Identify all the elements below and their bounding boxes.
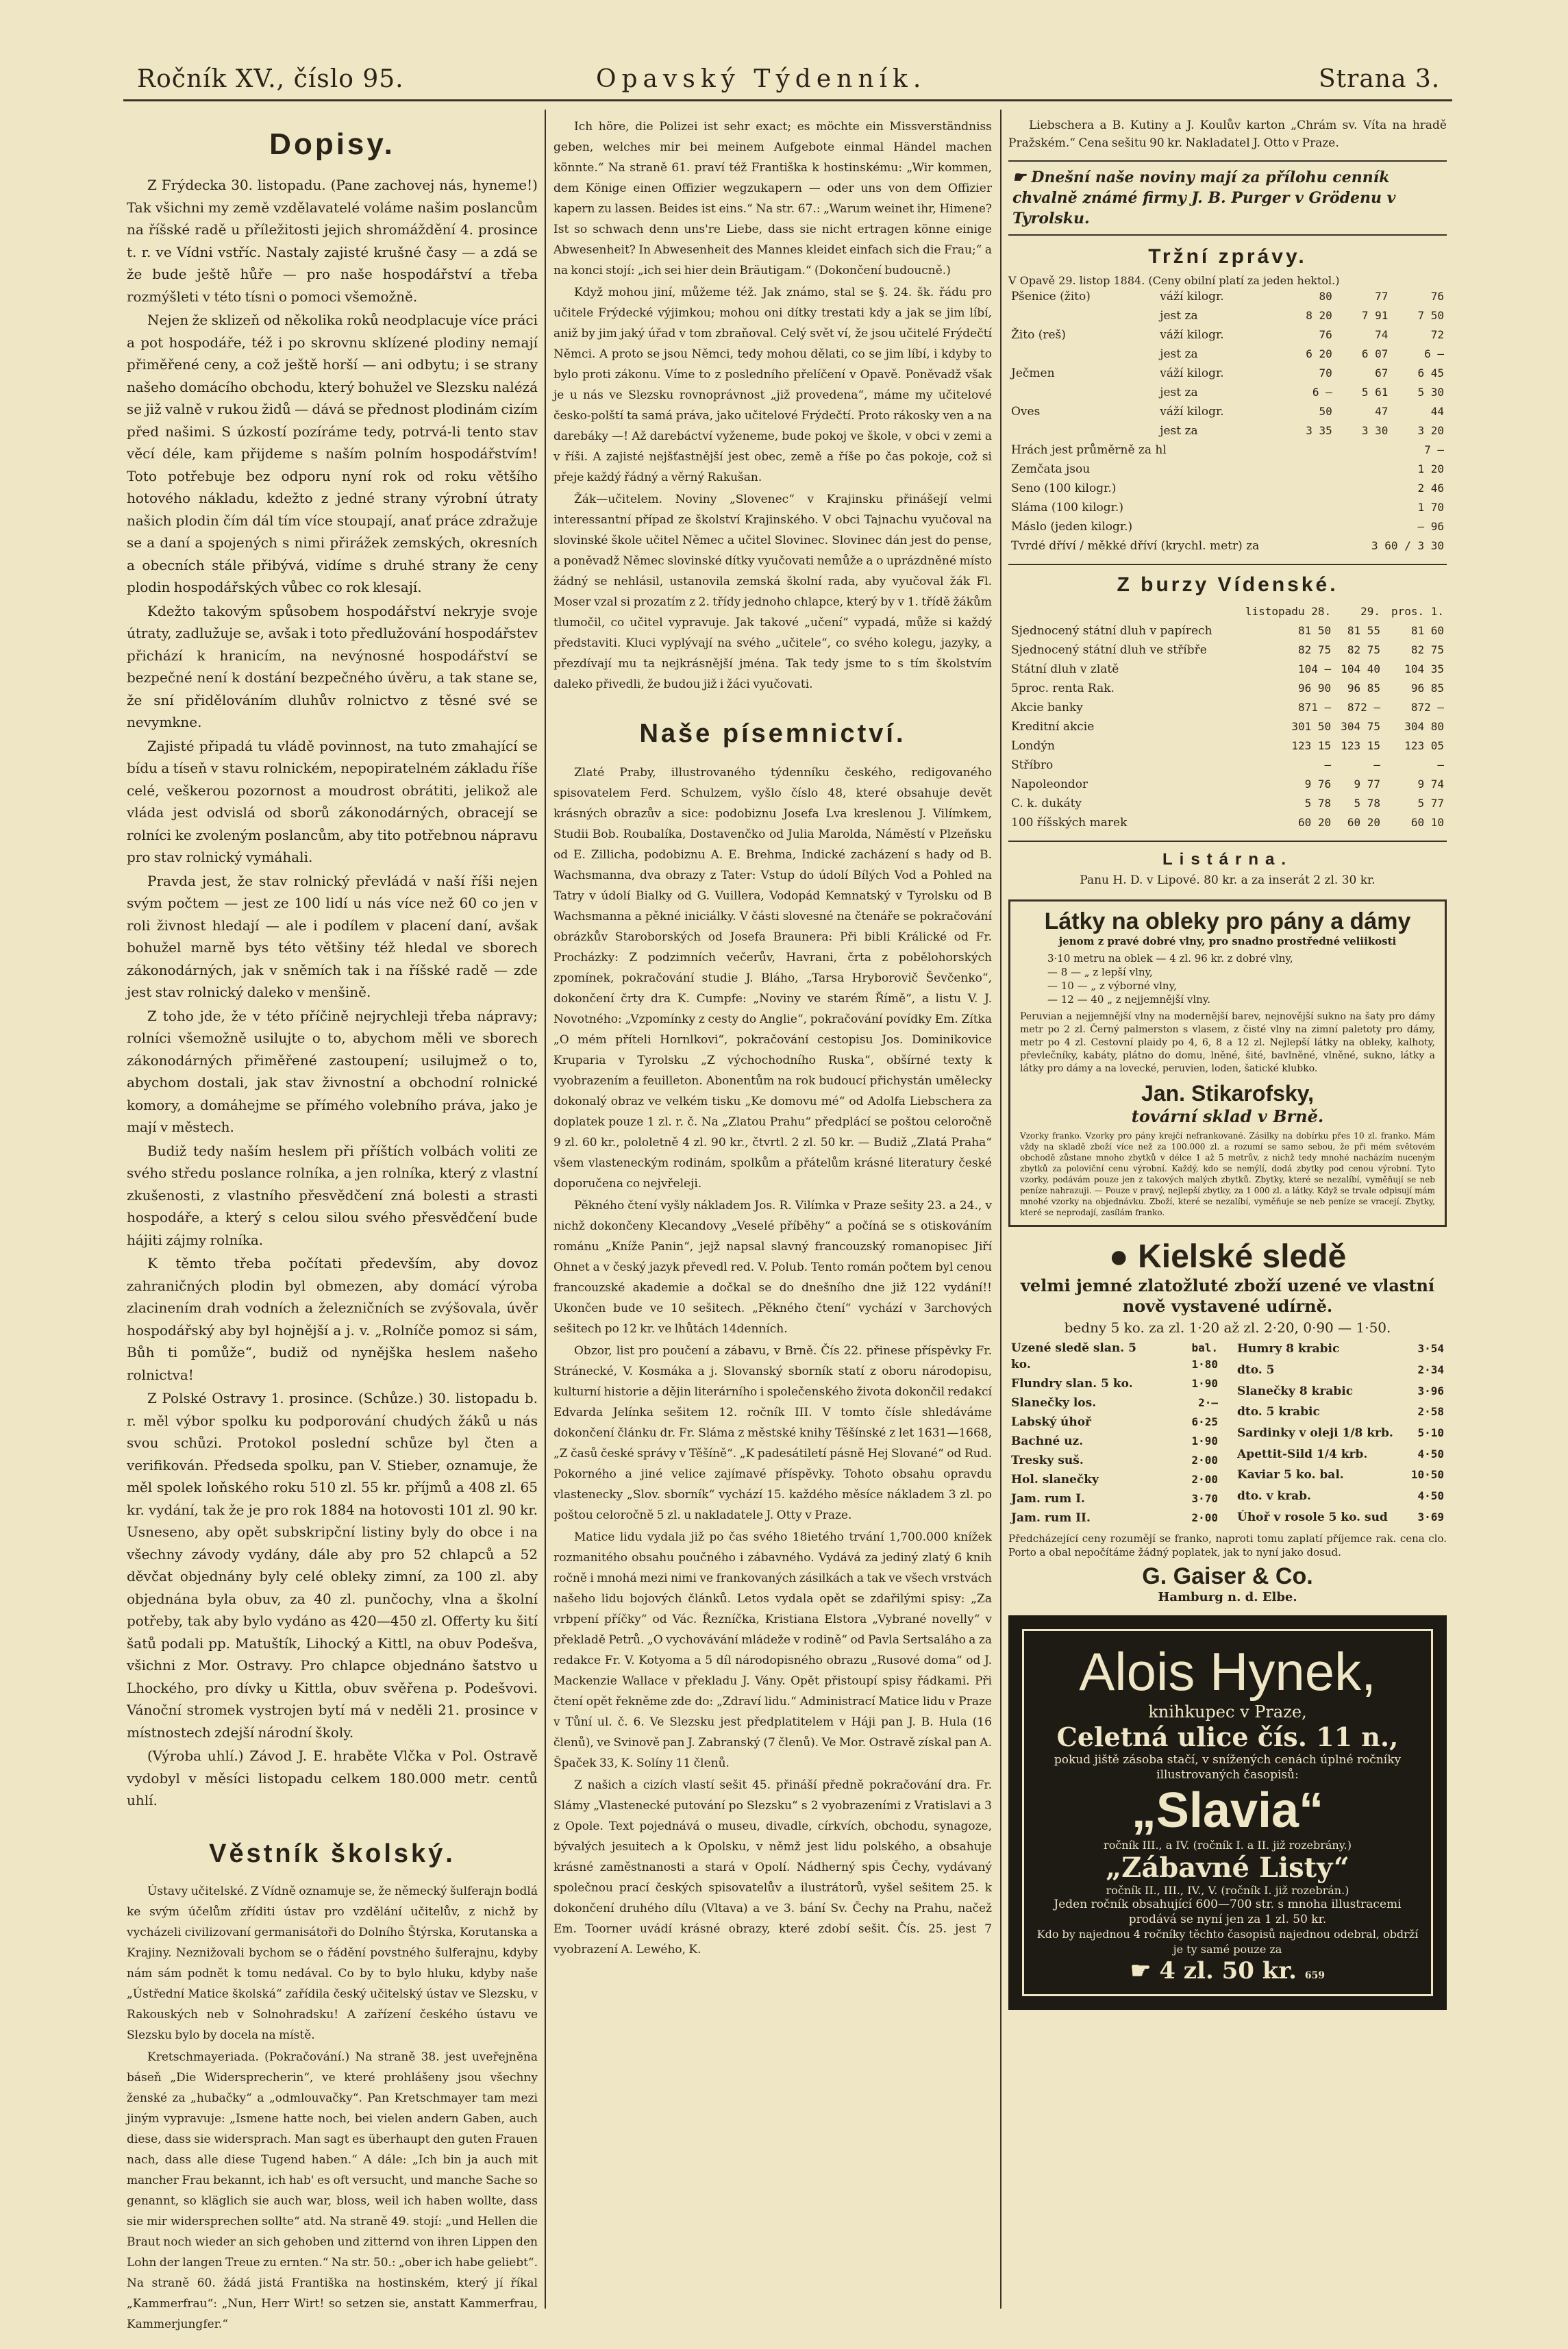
header-rule bbox=[123, 99, 1452, 101]
market-row bbox=[1008, 306, 1447, 325]
sledе-item bbox=[1008, 1413, 1221, 1432]
burza-row bbox=[1008, 698, 1447, 717]
table-cell: jest za bbox=[1160, 347, 1198, 361]
price-row: — 8 — „ z lepší vlny, bbox=[1047, 966, 1153, 978]
table-cell: 304 80 bbox=[1404, 720, 1444, 733]
table-cell: 6 20 bbox=[1306, 347, 1332, 360]
table-cell: 3 60 / 3 30 bbox=[1371, 539, 1444, 552]
table-cell: 7 — bbox=[1424, 443, 1444, 456]
sledе-item bbox=[1234, 1402, 1447, 1423]
table-cell: 104 40 bbox=[1341, 662, 1381, 675]
table-cell: Bachné uz. bbox=[1011, 1434, 1084, 1448]
article-paragraph: Liebschera a B. Kutiny a J. Koulův karton „Chrám sv. Víta na hradě Pražském.“ Cena sešitu 90 kr. Nakladatel J. Otto v Praze. bbox=[1008, 119, 1447, 150]
ad-sledе-items bbox=[1008, 1339, 1447, 1528]
header-volume: Ročník XV., číslo 95. bbox=[137, 65, 404, 93]
table-cell: Stříbro bbox=[1011, 758, 1054, 772]
column-3 bbox=[1008, 116, 1447, 2309]
ad-hynek-offer: Jeden ročník obsahující 600—700 str. s mnoha illustracemi prodává se nyní jen za 1 zl. 50 kr. bbox=[1054, 1898, 1402, 1926]
table-cell: 96 85 bbox=[1347, 682, 1381, 695]
burza-row bbox=[1008, 679, 1447, 698]
burza-row bbox=[1008, 813, 1447, 832]
table-cell: 123 15 bbox=[1341, 739, 1381, 752]
table-cell: jest za bbox=[1160, 386, 1198, 399]
table-cell: 5·10 bbox=[1417, 1426, 1444, 1439]
sledе-item bbox=[1008, 1508, 1221, 1528]
ad-hynek-mag1: „Slavia“ bbox=[1131, 1783, 1324, 1838]
column-divider-2 bbox=[1000, 110, 1001, 2309]
table-cell: 81 50 bbox=[1297, 624, 1332, 637]
table-cell: Máslo (jeden kilogr.) bbox=[1011, 520, 1133, 534]
table-cell: Ječmen bbox=[1011, 366, 1055, 380]
burza-row bbox=[1008, 756, 1447, 775]
article-paragraph: Pravda jest, že stav rolnický převládá v naší říši nejen svým počtem — jest ze 100 lidí u nás více než 60 co jen v roli živnost hledají — ale i podílem v placení daní, avšak bohužel marně bys této většiny též hledal ve sborech zákonodárných, jak v sněmích tak i na říšské radě — zde jest stav rolnický daleko v menšině. bbox=[127, 872, 538, 1000]
table-cell: váží kilogr. bbox=[1160, 328, 1224, 342]
table-cell: Sjednocený státní dluh ve stříbře bbox=[1011, 643, 1207, 657]
sledе-item bbox=[1234, 1506, 1447, 1528]
column-2 bbox=[553, 116, 992, 2309]
sledе-item bbox=[1008, 1451, 1221, 1470]
article-paragraph: Žák—učitelem. Noviny „Slovenec“ v Krajinsku přinášejí velmi interessantní případ ze školství Krajinského. V obci Tajnachu vyučoval na slovinské škole učitel Němec a učitel Slovinec. Slovinec dán jest do pense, a poněvadž Němec slovinské dítky vyučovati nemůže a o uprázdněné místo žádný se nehlásil, ustanovila zemská školní rada, aby vyučoval žák Fl. Moser vzal si prozatím z 2. třídy jednoho chlapce, který by v 1. třídě žákům tlumočil, co učitel vypravuje. Jak takové „učení“ vypadá, může si každý představiti. Kluci vyplývají na svého „učitele“, co svého kolegu, jazyky, a přezdívají mu ta nejkrásnější jména. Tak tedy jsme to s tím školstvím daleko přivedli, že budou již i žáci vyučovati. bbox=[553, 493, 992, 691]
table-cell: 3·70 bbox=[1191, 1492, 1218, 1505]
table-cell: váží kilogr. bbox=[1160, 290, 1224, 303]
column-1 bbox=[127, 116, 538, 2331]
table-cell: 82 75 bbox=[1347, 643, 1381, 656]
table-cell: 871 — bbox=[1297, 701, 1332, 714]
table-cell: Seno (100 kilogr.) bbox=[1011, 482, 1117, 495]
table-cell: 3·54 bbox=[1417, 1342, 1444, 1356]
burza-row bbox=[1008, 641, 1447, 660]
divider bbox=[1008, 841, 1447, 842]
article-paragraph: Zlaté Praby, illustrovaného týdenníku českého, redigovaného spisovatelem Ferd. Schulzem, vyšlo číslo 48, které obsahuje devět krásných obrazův a sice: podobiznu Josefa Lva kreslenou J. Vilímkem, Studii Bob. Roubalíka, Dostavenčko od Julia Marolda, Náměstí v Plzeňsku od E. Zillicha, podobiznu A. E. Brehma, Indické zacházení s hady od B. Wachsmanna, dva obrazy z Tater: Vstup do údolí Bílých Vod a Pohled na Tatry v údolí Bialky od G. Vuillera, Vodopád Kemnatský v Tyrolsku od B Wachsmanna a pěkné iniciálky. V části slovesné na čtenáře se pokračování obrázkův Staroborských od Josefa Braunera: Při bibli Králické od Fr. Procházky: Z podzimních večerův, Havrani, črta z pobělohorských zpomínek, pokračování studie J. Bláho, „Tarsa Hryborovič Ševčenko“, dokončení črty dra K. Cumpfe: „Noviny ve starém Římě“, a listu V. J. Novotného: „Vzpomínky z cesty do Anglie“, pokračování povídky Em. Zítka „O mém příteli Hornlkovi“, pokračování cestopisu Jos. Dominikovice Kruparia v Tyrolsku „Z výchochodního Ruska“, obšírné texty k vyobrazením a feuilleton. Abonentům na rok budoucí přichystán umělecky dokonalý obraz ve velkém tisku „Ke domovu mé“ od Adolfa Liebschera za doplatek pouze 1 zl. r. č. Na „Zlatou Prahu“ předplácí se poštou celoročně 9 zl. 60 kr., pololetně 4 zl. 90 kr., čtvrtl. 2 zl. 50 kr. — Budiž „Zlatá Praha“ všem vlasteneckým rodinám, spolkům a přátelům krásné literatury české doporučena co nejvřeleji. bbox=[553, 766, 992, 1191]
table-cell: 6 07 bbox=[1361, 347, 1389, 360]
table-cell: 9 76 bbox=[1304, 778, 1332, 791]
article-paragraph: Budiž tedy naším heslem při příštích volbách voliti ze svého středu poslance rolníka, a jen rolníka, který z vlastní zkušenosti, z vlastního přesvědčení zná bolesti a strasti hospodáře, a který s celou silou svého přesvědčení bude hájiti zájmy rolníka. bbox=[127, 1142, 538, 1248]
table-cell: 1·90 bbox=[1191, 1434, 1218, 1447]
sledе-item bbox=[1008, 1339, 1221, 1374]
table-cell: Tresky suš. bbox=[1011, 1454, 1084, 1467]
table-cell: 96 90 bbox=[1297, 682, 1332, 695]
section-title-listarna: Listárna. bbox=[1162, 850, 1293, 869]
table-cell: 2·— bbox=[1198, 1396, 1218, 1409]
table-cell: 2·00 bbox=[1191, 1473, 1218, 1486]
article-paragraph: K těmto třeba počítati především, aby dovoz zahraničných plodin byl obmezen, aby domácí výroba zlacinením drah vodních a železničních se zvýšovala, úvěr hospodářský aby byl hojnější a j. v. „Rolníče pomoz si sám, Bůh ti pomůže“, budiž od nynějška heslem našeho rolnictva! bbox=[127, 1255, 538, 1383]
ad-sledе-city: Hamburg n. d. Elbe. bbox=[1158, 1590, 1297, 1604]
table-cell: dto. 5 bbox=[1237, 1363, 1275, 1377]
table-cell: — bbox=[1324, 758, 1332, 771]
table-cell: — bbox=[1437, 758, 1444, 771]
sledе-item bbox=[1234, 1339, 1447, 1360]
table-cell: 4·50 bbox=[1417, 1489, 1444, 1502]
price-row: 3·10 metru na oblek — 4 zl. 96 kr. z dobré vlny, bbox=[1047, 952, 1293, 965]
table-cell: váží kilogr. bbox=[1160, 366, 1224, 380]
burza-row bbox=[1008, 660, 1447, 679]
table-cell: 10·50 bbox=[1410, 1468, 1444, 1482]
table-cell: 1·90 bbox=[1191, 1377, 1218, 1390]
table-cell: 304 75 bbox=[1341, 720, 1381, 733]
market-row bbox=[1008, 402, 1447, 421]
table-cell: 76 bbox=[1319, 328, 1332, 341]
price-row: — 12 — 40 „ z nejjemnější vlny. bbox=[1047, 993, 1211, 1006]
ad-latky-small: Vzorky franko. Vzorky pro pány krejčí nefrankované. Zásilky na dobírku přes 10 zl. franko. Mám vždy na skladě zboží více než za 100.000 zl. a rozumí se samo sebou, že při mém světovém obchodě zůstane mnoho zbytků v délce 1 až 5 metrův, z nichž tedy mnohé nacházím nuceným zbytků za poloviční cenu výrobní. Každý, kdo se nemýlí, dodá zbytky pod cenou výrobní. Tyto vzorky, podávám pouze jen z takových malých zbytků. Zbytky, které se nezalíbí, vyměňují se neb peníze nahrazuji. — Pouze v pravý, nejlepší zbytky, za 1 000 zl. a látky. Když se trvale odpisují mám mnohé vzorky na objednávku. Zboží, které se nezalíbí, vyměňuje se neb peníze se vracejí. Zbytky, které se neprodají, zasílám franko. bbox=[1020, 1131, 1435, 1217]
sledе-item bbox=[1008, 1489, 1221, 1508]
table-cell: Zemčata jsou bbox=[1011, 462, 1091, 476]
table-cell: 1 20 bbox=[1417, 462, 1444, 475]
market-extra-row bbox=[1008, 536, 1447, 556]
table-cell: Hrách jest průměrně za hl bbox=[1011, 443, 1167, 457]
table-cell: 2·58 bbox=[1417, 1405, 1444, 1419]
ad-latky-body: Peruvian a nejjemnější vlny na modernější barev, nejnovější sukno na šaty pro dámy metr po 2 zl. Černý palmerston s vlasem, z čisté vlny na zimní paletoty pro dámy, metr po 4 zl. Cestovní plaidy po 4, 6, 8 a 12 zl. Nejlepší látky na obleky, kalhoty, převlečníky, kabáty, plátno do domu, lněné, šité, bavlněné, vlněné, sukno, látky a látky pro dámy a na lovecké, peruvien, loden, šatické klubko. bbox=[1020, 1011, 1435, 1074]
ad-sledе-sub: velmi jemné zlatožluté zboží uzené ve vlastní nově vystavené udírně. bbox=[1020, 1276, 1435, 1316]
article-paragraph: Kdežto takovým spůsobem hospodářství nekryje svoje útraty, zadlužuje se, avšak i toto předlužování hospodářstev přichází k hranicím, na nevýnosné hospodářství se bezpečné není k dostání bezpečného úvěru, a tak stane se, že sní přidělováním dluhův rolnictvo z těsné své se nevymkne. bbox=[127, 602, 538, 730]
article-paragraph: Když mohou jiní, můžeme též. Jak známo, stal se §. 24. šk. řádu pro učitele Frýdecké výjimkou; mohou oni dítky trestati kdy a jak se jim líbí, aniž by jim jaký úřad v tom zbraňoval. Celý svět ví, že jsou učitelé Frýdečtí Němci. A proto se jsou Němci, tedy mohou dělati, co se jim líbí, i kdyby to bylo proti zákonu. Víme to z posledního přelíčení v Opavě. Poněvadž však je u nás ve Slezsku rovnoprávnost „již provedena“, máme my učitelové česko-polští ta samá práva, jako učitelové Frýdečtí. Proto rákosky ven a na darebáky —! Až darebáctví vyženeme, bude pokoj ve škole, v obci v zemi a v říši. A zajisté nejšťastnější jest obec, země a říše po čas pokoje, což si přeje každý řádný a věrný Rakušan. bbox=[553, 286, 992, 484]
price-row: — 10 — „ z výborné vlny, bbox=[1047, 980, 1177, 992]
table-cell: 301 50 bbox=[1291, 720, 1332, 733]
article-paragraph: Nejen že sklizeň od několika roků neodplacuje více práci a pot hospodáře, též i po skrovnu sklízené plodiny nemají přiměřené ceny, a což ještě horší — ani odbytu; i se strany našeho domácího obchodu, který bohužel ve Slezsku nalézá se již valně v rukou židů — dává se přednost plodinám cizím před našimi. S úzkostí pozíráme tedy, potrvá-li tento stav věcí déle, kam přijdeme s naším polním hospodářstvím! Toto potřebuje bez odporu nyní rok od roku většího hotového nákladu, kdežto z jedné strany výrobní útraty našich plodin čím dál tím více stoupají, anať práce zdražuje se a daní a spojených s nimi přirážek zemských, okresních a obecních stále přibývá, vidíme s druhé strany že ceny plodin hospodářských vůbec co rok klesají. bbox=[127, 312, 538, 595]
table-cell: 74 bbox=[1375, 328, 1389, 341]
table-cell: Akcie banky bbox=[1011, 701, 1083, 714]
table-cell: 9 77 bbox=[1354, 778, 1381, 791]
table-cell: 9 74 bbox=[1417, 778, 1444, 791]
sledе-item bbox=[1008, 1432, 1221, 1451]
table-cell: 6·25 bbox=[1191, 1415, 1218, 1428]
ad-sledе-title bbox=[1008, 1238, 1447, 1276]
table-cell: Uzené sledě slan. 5 ko. bbox=[1011, 1341, 1136, 1371]
table-cell: 82 75 bbox=[1297, 643, 1332, 656]
market-row bbox=[1008, 364, 1447, 383]
table-cell: 44 bbox=[1430, 405, 1444, 418]
table-cell: Labský úhoř bbox=[1011, 1415, 1092, 1429]
table-cell: 81 55 bbox=[1347, 624, 1381, 637]
section-title-burza: Z burzy Vídenské. bbox=[1117, 573, 1339, 596]
table-cell: 100 říšských marek bbox=[1011, 816, 1128, 830]
market-row bbox=[1008, 421, 1447, 440]
ad-latky-prices bbox=[1047, 952, 1435, 1006]
section-title-vestnik: Věstník školský. bbox=[209, 1839, 456, 1868]
table-cell: Žito (reš) bbox=[1011, 328, 1066, 342]
ad-latky-firm: Jan. Stikarofsky, bbox=[1141, 1081, 1314, 1106]
table-cell: 72 bbox=[1430, 328, 1444, 341]
ad-hynek-mag1-sub: ročník III., a IV. (ročník I. a II. již rozebrány.) bbox=[1104, 1839, 1352, 1852]
table-cell: 872 — bbox=[1347, 701, 1381, 714]
table-cell: bal. 1·80 bbox=[1191, 1341, 1218, 1371]
table-cell bbox=[1008, 421, 1157, 440]
table-cell: Státní dluh v zlatě bbox=[1011, 662, 1119, 676]
table-cell: 50 bbox=[1319, 405, 1332, 418]
table-cell: 872 — bbox=[1410, 701, 1444, 714]
burza-row bbox=[1008, 717, 1447, 736]
table-cell: Slanečky los. bbox=[1011, 1396, 1097, 1410]
table-cell: 6 45 bbox=[1417, 366, 1444, 380]
table-cell: jest za bbox=[1160, 309, 1198, 323]
table-cell: váží kilogr. bbox=[1160, 405, 1224, 419]
ad-hynek-text: pokud jiště zásoba stačí, v snížených cenách úplné ročníky illustrovaných časopisů: bbox=[1054, 1753, 1402, 1782]
table-cell: 60 10 bbox=[1410, 816, 1444, 829]
pointing-hand-icon: ☛ bbox=[1012, 169, 1032, 186]
table-cell: 3 30 bbox=[1361, 424, 1389, 437]
ad-hynek-name: Alois Hynek, bbox=[1079, 1641, 1376, 1702]
burza-table bbox=[1008, 602, 1447, 832]
table-cell: 29. bbox=[1360, 605, 1381, 618]
table-cell: 67 bbox=[1375, 366, 1389, 380]
burza-row bbox=[1008, 621, 1447, 641]
market-extra-row bbox=[1008, 517, 1447, 536]
section-title-dopisy: Dopisy. bbox=[269, 127, 395, 161]
table-cell: 5 78 bbox=[1354, 797, 1381, 810]
article-paragraph: Z našich a cizích vlastí sešit 45. přináší předně pokračování dra. Fr. Slámy „Vlastenecké putování po Slezsku“ s 2 vyobrazeními z Vratislavi a 3 z Opole. Text pojednává o museu, divadle, církvích, obchodu, synagoze, bývalých jesuitech a k Opolsku, v němž jest lidu polského, a obsahuje krásné zaměstnanosti a stará v Opolí. Nádherný spis Čechy, vydávaný společnou prací českých spisovatelův a ilustrátorů, vyšel sešitem 25. k dokončení druhého dílu (Vltava) a ve 3. bání Sv. Čechy na Prahu, načež Em. Toorner uvádí krásné obrazy, které zdobí sešit. Čís. 25. jest 7 vyobrazení A. Lewého, K. bbox=[553, 1778, 992, 1956]
table-cell bbox=[1008, 345, 1157, 364]
ad-sledе-barrel: bedny 5 ko. za zl. 1·20 až zl. 2·20, 0·90 — 1·50. bbox=[1064, 1319, 1391, 1336]
table-cell: Tvrdé dříví / měkké dříví (krychl. metr) za bbox=[1011, 539, 1260, 553]
market-row bbox=[1008, 287, 1447, 306]
ad-sledе-footer: Předcházející ceny rozumějí se franko, naproti tomu zaplatí příjemce rak. cena clo. Porto a obal nepočítáme žádný poplatek, jak to nyní jako dosud. bbox=[1008, 1532, 1447, 1558]
table-cell: 5 61 bbox=[1361, 386, 1389, 399]
table-cell: Kreditní akcie bbox=[1011, 720, 1095, 734]
market-row bbox=[1008, 383, 1447, 402]
listarna-text: Panu H. D. v Lipové. 80 kr. a za inserát 2 zl. 30 kr. bbox=[1080, 873, 1376, 887]
header-page: Strana 3. bbox=[1319, 65, 1441, 93]
table-cell: 2·00 bbox=[1191, 1454, 1218, 1467]
article-paragraph: Z Frýdecka 30. listopadu. (Pane zachovej nás, hyneme!) Tak všichni my země vzdělavatelé voláme našim poslancům na říšské radě u příležitosti jejich shromáždění 4. prosince t. r. ve Vídni vstříc. Nastaly zajisté krušné časy — a zdá se že bude ještě hůře — pro naše hospodářství a třeba rozmýšleti v této tísni o pomoci všemožně. bbox=[127, 177, 538, 305]
market-intro: V Opavě 29. listop 1884. (Ceny obilní platí za jeden hektol.) bbox=[1008, 274, 1340, 287]
sledе-item bbox=[1234, 1443, 1447, 1465]
table-cell: 77 bbox=[1375, 290, 1389, 303]
table-cell: Flundry slan. 5 ko. bbox=[1011, 1377, 1133, 1391]
market-table bbox=[1008, 287, 1447, 440]
table-cell: 6 — bbox=[1312, 386, 1332, 399]
table-cell: dto. v krab. bbox=[1237, 1489, 1311, 1503]
ad-hynek-mag2-sub: ročník II., III., IV., V. (ročník I. již rozebrán.) bbox=[1106, 1884, 1349, 1897]
article-paragraph: Ústavy učitelské. Z Vídně oznamuje se, že německý šulferajn bodlá ke svým účelům zříditi ústav pro vzdělání učitelův, z nichž by vycházeli civilizovaní germanisátoři do Dolního Štýrska, Korutanska a Krajiny. Neznižovali bychom se o řádění povstného šulferajnu, kdyby nám sám podnět k tomu nedával. Co by to bylo hluku, kdyby naše „Ústřední Matice školská“ zařídila český učitelský ústav ve Slezsku, v Rakouských neb v Solnohradsku! A zařízení českého ústavu ve Slezsku bylo by docela na místě. bbox=[127, 1884, 538, 2042]
ad-hynek-code: 659 bbox=[1304, 1970, 1326, 1981]
table-cell: 7 91 bbox=[1361, 309, 1389, 322]
section-title-pisemnictvi: Naše písemnictví. bbox=[639, 719, 906, 748]
ad-latky bbox=[1008, 899, 1447, 1227]
ad-hynek-street: Celetná ulice čís. 11 n., bbox=[1056, 1722, 1399, 1752]
sledе-item bbox=[1008, 1470, 1221, 1489]
table-cell: 5 77 bbox=[1417, 797, 1444, 810]
notice-text: Dnešní naše noviny mají za přílohu cenník chvalně známé firmy J. B. Purger v Grödenu v Tyrolsku. bbox=[1012, 169, 1396, 227]
table-cell: 70 bbox=[1319, 366, 1332, 380]
ad-sledе bbox=[1008, 1238, 1447, 1604]
burza-row bbox=[1008, 736, 1447, 756]
table-cell: 82 75 bbox=[1410, 643, 1444, 656]
column-divider-1 bbox=[545, 110, 546, 2309]
table-cell: 8 20 bbox=[1306, 309, 1332, 322]
table-cell: Londýn bbox=[1011, 739, 1055, 753]
table-cell: listopadu 28. bbox=[1245, 605, 1332, 618]
article-paragraph: Ich höre, die Polizei ist sehr exact; es möchte ein Missverständniss geben, welches mir bei meinem Aufgebote einmal Händel machen könnte.“ Na straně 61. praví též Františka k hostinskému: „Wir kommen, dem Könige einen Offizier wegzukapern — oder uns von dem Offizier kapern zu lassen. Beides ist eins.“ Na str. 67.: „Warum weinet ihr, Himene? Ist so schwach denn uns're Liebe, dass sie nicht ertragen könne einige Abwesenheit? In Abwesenheit des Mannes kleidet einfach sich die Frau;“ a na konci stojí: „ich sei hier dein Bräutigam.“ (Dokončení budoucně.) bbox=[553, 120, 992, 277]
table-cell: Kaviar 5 ko. bal. bbox=[1237, 1468, 1344, 1482]
table-cell: 76 bbox=[1430, 290, 1444, 303]
market-row bbox=[1008, 345, 1447, 364]
ad-hynek-role: knihkupec v Praze, bbox=[1148, 1702, 1307, 1722]
ad-hynek bbox=[1008, 1615, 1447, 2010]
sledе-item bbox=[1234, 1486, 1447, 1507]
table-cell: Hol. slanečky bbox=[1011, 1473, 1099, 1487]
table-cell: Slanečky 8 krabic bbox=[1237, 1384, 1354, 1398]
market-extra-row bbox=[1008, 479, 1447, 498]
table-cell: 47 bbox=[1375, 405, 1389, 418]
bullet-icon: ● bbox=[1108, 1239, 1138, 1275]
ad-latky-sub: jenom z pravé dobré vlny, pro snadno prostředné veliikosti bbox=[1058, 935, 1397, 947]
burza-header bbox=[1008, 602, 1447, 621]
sledе-item bbox=[1234, 1360, 1447, 1381]
table-cell: Humry 8 krabic bbox=[1237, 1342, 1340, 1356]
supplement-notice bbox=[1008, 160, 1447, 236]
table-cell: 1 70 bbox=[1417, 501, 1444, 514]
table-cell: 80 bbox=[1319, 290, 1332, 303]
table-cell bbox=[1008, 383, 1157, 402]
table-cell: Oves bbox=[1011, 405, 1041, 419]
header-title: Opavský Týdenník. bbox=[596, 65, 927, 93]
table-cell: 104 35 bbox=[1404, 662, 1444, 675]
table-cell: Úhoř v rosole 5 ko. sud bbox=[1237, 1510, 1388, 1524]
article-paragraph: Obzor, list pro poučení a zábavu, v Brně. Čís 22. přinese příspěvky Fr. Stránecké, V. Kosmáka a j. Slovanský sborník statí z oboru národopisu, kulturní historie a dějin literárního i společenského života dokončil redakcí Edvarda Jelínka sešitem 12. ročník III. V tomto čísle shledáváme dokončení článku dr. Fr. Sláma z městské knihy Těšínské z let 1631—1668, „Z časů české správy v Těšíně“. „K padesátiletí pásně Hej Slované“ od Rud. Pokorného a jiné velice zajímavé příspěvky. Tohoto obsahu opravdu vlastenecky „Slov. sborník“ vychází 15. každého měsíce nákladem 3 zl. po poštou celoročně 5 zl. u nakladatele J. Otty v Praze. bbox=[553, 1344, 992, 1522]
market-extra-row bbox=[1008, 460, 1447, 479]
article-paragraph: Z Polské Ostravy 1. prosince. (Schůze.) 30. listopadu b. r. měl výbor spolku ku podporování chudých žáků u nás svou schůzi. Protokol poslední schůze byl čten a verifikován. Předseda spolku, pan V. Stieber, oznamuje, že měl spolek loňského roku 510 zl. 55 kr. příjmů a 408 zl. 65 kr. vydání, tak že je pro rok 1884 na hotovosti 101 zl. 90 kr. Usneseno, aby opět subskripční listiny byly do obce i na všechny závody vydány, dále aby pro 52 chlapců a 52 děvčat objednány byly celé obleky zimní, za 100 zl. aby objednána byla obuv, za 40 zl. punčochy, vlna a školní potřeby, tak aby bylo vydáno as 420—450 zl. Offerty ku šití šatů podali pp. Matuštík, Lihocký a Kittl, na obuv Podešva, všichni z Mor. Ostravy. Pro chlapce objednáno šatstvo u Lhockého, pro dívky u Kittla, obuv svěřena p. Podešvovi. Vánoční stromek vystrojen bytí má v neděli 21. prosince v místnostech zdejší národní školy. bbox=[127, 1390, 538, 1741]
sledе-item bbox=[1234, 1423, 1447, 1444]
table-cell: 3 35 bbox=[1306, 424, 1332, 437]
ad-sledе-left bbox=[1008, 1339, 1221, 1528]
table-cell bbox=[1008, 306, 1157, 325]
table-cell: 5 78 bbox=[1304, 797, 1332, 810]
article-paragraph: (Výroba uhlí.) Závod J. E. hraběte Vlčka v Pol. Ostravě vydobyl v měsíci listopadu celkem 180.000 metr. centů uhlí. bbox=[127, 1748, 538, 1809]
sledе-item bbox=[1234, 1380, 1447, 1402]
table-cell: Jam. rum I. bbox=[1011, 1492, 1085, 1506]
table-cell: — bbox=[1373, 758, 1381, 771]
table-cell: 3 20 bbox=[1417, 424, 1444, 437]
table-cell: jest za bbox=[1160, 424, 1198, 438]
table-cell: 4·50 bbox=[1417, 1447, 1444, 1461]
ad-sledе-title-text: Kielské sledě bbox=[1138, 1239, 1347, 1275]
table-cell: 60 20 bbox=[1297, 816, 1332, 829]
table-cell: Apettit-Sild 1/4 krb. bbox=[1237, 1447, 1368, 1461]
article-paragraph: Zajisté připadá tu vládě povinnost, na tuto zmahající se bídu a tíseň v stavu rolnickém, nepopiratelném základu říše celé, veškerou pozornost a moudrost obrátiti, jelikož ale vláda jest odvislá od sborů zákonodárných, obracejí se rolníci ke zvoleným poslancům, aby tito potřebnou nápravu pro stav rolnický vymáhali. bbox=[127, 737, 538, 865]
table-cell: C. k. dukáty bbox=[1011, 797, 1082, 810]
ad-hynek-offer2: Kdo by najednou 4 ročníky těchto časopisů najednou odebral, obdrží je ty samé pouze za bbox=[1036, 1928, 1419, 1956]
sledе-item bbox=[1008, 1374, 1221, 1393]
market-extra-table bbox=[1008, 440, 1447, 556]
market-row bbox=[1008, 325, 1447, 345]
table-cell: 5proc. renta Rak. bbox=[1011, 682, 1115, 695]
burza-row bbox=[1008, 794, 1447, 813]
table-cell: pros. 1. bbox=[1391, 605, 1444, 618]
ad-sledе-right bbox=[1234, 1339, 1447, 1528]
ad-latky-title: Látky na obleky pro pány a dámy bbox=[1044, 908, 1411, 934]
table-cell: Sardinky v oleji 1/8 krb. bbox=[1237, 1426, 1393, 1440]
table-cell: 3·96 bbox=[1417, 1384, 1444, 1397]
table-cell: 7 50 bbox=[1417, 309, 1444, 322]
table-cell: Pšenice (žito) bbox=[1011, 290, 1091, 303]
table-cell: dto. 5 krabic bbox=[1237, 1405, 1320, 1419]
sledе-item bbox=[1008, 1393, 1221, 1413]
table-cell: 81 60 bbox=[1410, 624, 1444, 637]
market-extra-row bbox=[1008, 440, 1447, 460]
table-cell: Jam. rum II. bbox=[1011, 1511, 1091, 1525]
burza-row bbox=[1008, 775, 1447, 794]
ad-hynek-price-text: 4 zl. 50 kr. bbox=[1159, 1957, 1297, 1985]
table-cell: 5 30 bbox=[1417, 386, 1444, 399]
table-cell bbox=[1008, 602, 1234, 621]
sledе-item bbox=[1234, 1465, 1447, 1486]
table-cell: 3·69 bbox=[1417, 1510, 1444, 1524]
ad-hynek-mag2: „Zábavné Listy“ bbox=[1106, 1852, 1349, 1884]
article-paragraph: Z toho jde, že v této příčině nejrychleji třeba nápravy; rolníci všemožně usilujte o to, abychom měli ve sborech zákonodárných přiměřené zastoupení; usilujmež o to, abychom dostali, jak stav živnostní a obchodní rolnické komory, a domáhejme se přímého volebního práva, jako je mají v městech. bbox=[127, 1007, 538, 1135]
table-cell: 96 85 bbox=[1410, 682, 1444, 695]
ad-hynek-inner bbox=[1022, 1629, 1433, 1996]
table-cell: 104 — bbox=[1297, 662, 1332, 675]
table-cell: 123 15 bbox=[1291, 739, 1332, 752]
ad-sledе-firm: G. Gaiser & Co. bbox=[1142, 1563, 1313, 1589]
table-cell: — 96 bbox=[1417, 520, 1444, 533]
article-paragraph: Matice lidu vydala již po čas svého 18ietého trvání 1,700.000 knížek rozmanitého obsahu poučného i zábavného. Vydává za jediný zlatý 6 knih ročně i mnohá mezi nimi ve frankovaných zásilkách a tak ve všech vrstvách našeho lidu bojových článků. Letos vydala opět se zdařilými spisy: „Za vrbpení příčky“ od Vác. Řezníčka, Kristiana Elstora „Vybrané novelly“ v překladě Petrů. „O vychovávání mládeže v rodině“ od Pavla Sertsaláho a za redakce Fr. V. Kotyoma a 5 díl národopisného obrazu „Rusové doma“ od J. Mackenzie Wallace v překladu J. Vány. Opět přistoupí spisy řádkami. Při čtení opět řekněme zde do: „Zdraví lidu.“ Administrací Matice lidu v Praze v Tůní ul. č. 6. Ve Slezsku jest předplatitelem v Háji pan J. B. Hula (16 členů), ve Svinově pan J. Zabranský (7 členů). Ve Mor. Ostravě získal pan A. Špaček 33, K. Solíny 11 členů. bbox=[553, 1530, 992, 1770]
pointing-hand-icon: ☛ bbox=[1130, 1957, 1160, 1985]
market-extra-row bbox=[1008, 498, 1447, 517]
divider bbox=[1008, 564, 1447, 565]
table-cell: 6 — bbox=[1424, 347, 1444, 360]
table-cell: 2·00 bbox=[1191, 1511, 1218, 1524]
ad-latky-firm-sub: tovární sklad v Brně. bbox=[1131, 1106, 1324, 1126]
table-cell: Napoleondor bbox=[1011, 778, 1088, 791]
table-cell: 60 20 bbox=[1347, 816, 1381, 829]
table-cell: 2 46 bbox=[1417, 482, 1444, 495]
table-cell: Sjednocený státní dluh v papírech bbox=[1011, 624, 1212, 638]
ad-hynek-price bbox=[1034, 1957, 1421, 1985]
table-cell: Sláma (100 kilogr.) bbox=[1011, 501, 1123, 514]
article-paragraph: Kretschmayeriada. (Pokračování.) Na straně 38. jest uveřejněna báseň „Die Widersprecherin“, ve které prohlášeny jsou všechny ženské za „hubačky“ a „odmlouvačky“. Pan Kretschmayer tam mezi jiným vypravuje: „Ismene hatte noch, bei vielen andern Gaben, auch diese, dass sie widersprach. Man sagt es überhaupt den guten Frauen nach, dass alle diese Tugend haben.“ A dále: „Ich bin ja auch mit mancher Frau bekannt, ich hab' es oft versucht, und manche Sache so genannt, so kläglich sie auch war, bloss, weil ich haben wollte, dass sie mir widersprechen sollte“ atd. Na straně 49. stojí: „und Hellen die Braut noch wieder an sich gehoben und zitternd von ihren Lippen den Lohn der langen Treue zu ernten.“ Na str. 50.: „ober ich habe geliebt“. Na straně 60. žádá jistá Františka na hostinském, který jí říkal „Kammerfrau“: „Nun, Herr Wirt! so setzen sie, anstatt Kammerfrau, Kammerjungfer.“ bbox=[127, 2050, 538, 2331]
article-paragraph: Pěkného čtení vyšly nákladem Jos. R. Vilímka v Praze sešity 23. a 24., v nichž dokončeny Klecandovy „Veselé příběhy“ a počíná se s otiskováním románu „Kníže Panin“, jejž napsal slavný francouzský romanopisec Jiří Ohnet a v český jazyk převedl red. V. Polub. Tento román počtem byl cenou francouzské akademie a dočkal se do dnešního dne již 122 vydání!! Ukončen bude ve 10 sešitech. „Pěkného čtení“ vychází v 3archových sešitech po 12 kr. ve lhůtách 14denních. bbox=[553, 1199, 992, 1336]
table-cell: 2·34 bbox=[1417, 1363, 1444, 1376]
table-cell: 123 05 bbox=[1404, 739, 1444, 752]
section-title-trzni: Tržní zprávy. bbox=[1148, 245, 1307, 268]
